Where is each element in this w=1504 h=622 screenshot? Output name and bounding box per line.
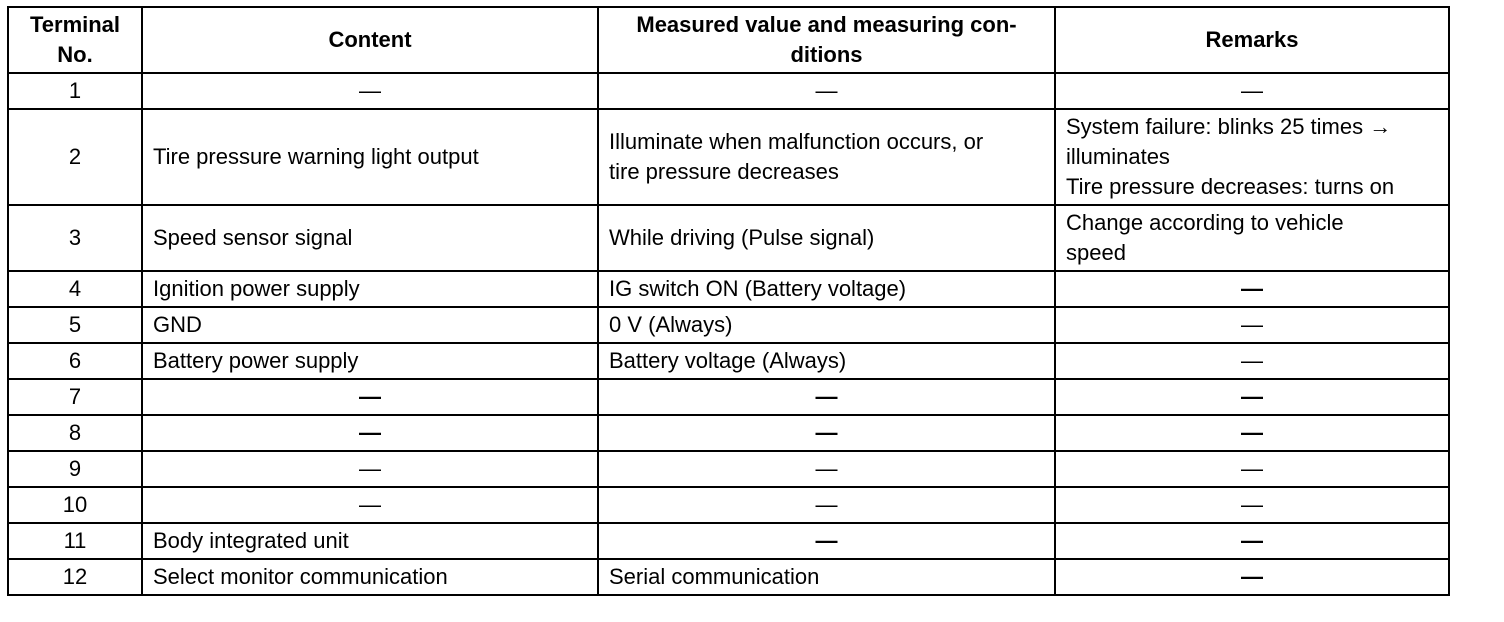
- header-measured-line2: ditions: [790, 42, 863, 67]
- remarks-cell: —: [1055, 379, 1449, 415]
- content-cell: —: [142, 415, 598, 451]
- content-cell: Select monitor communication: [142, 559, 598, 595]
- measured-cell: 0 V (Always): [598, 307, 1055, 343]
- measured-cell: —: [598, 73, 1055, 109]
- content-cell: —: [142, 487, 598, 523]
- measured-cell: Battery voltage (Always): [598, 343, 1055, 379]
- table-row: [8, 523, 1449, 559]
- measured-cell: [598, 109, 1055, 205]
- content-cell: Speed sensor signal: [142, 205, 598, 271]
- header-terminal-line2: No.: [57, 42, 93, 67]
- content-cell: Tire pressure warning light output: [142, 109, 598, 205]
- remarks-line: Tire pressure decreases: turns on: [1066, 174, 1395, 199]
- remarks-cell: —: [1055, 487, 1449, 523]
- table-row: [8, 205, 1449, 271]
- measured-cell: Serial communication: [598, 559, 1055, 595]
- table-row: [8, 343, 1449, 379]
- remarks-line: Change according to vehicle: [1066, 210, 1344, 235]
- terminal-no-cell: 1: [8, 73, 142, 109]
- terminal-no-cell: 4: [8, 271, 142, 307]
- terminal-no-cell: 12: [8, 559, 142, 595]
- remarks-line: System failure: blinks 25 times →: [1066, 114, 1392, 139]
- table-row: [8, 307, 1449, 343]
- measured-cell: —: [598, 379, 1055, 415]
- content-cell: —: [142, 379, 598, 415]
- table-row: [8, 559, 1449, 595]
- remarks-cell: —: [1055, 415, 1449, 451]
- table-row: [8, 271, 1449, 307]
- table-row: [8, 487, 1449, 523]
- terminal-no-cell: 9: [8, 451, 142, 487]
- header-terminal-line1: Terminal: [29, 12, 121, 37]
- remarks-cell: —: [1055, 523, 1449, 559]
- content-cell: Battery power supply: [142, 343, 598, 379]
- content-cell: —: [142, 451, 598, 487]
- header-terminal-no: [8, 7, 142, 73]
- remarks-line: speed: [1066, 240, 1126, 265]
- terminal-table: [7, 6, 1450, 596]
- content-cell: Body integrated unit: [142, 523, 598, 559]
- remarks-line: illuminates: [1066, 144, 1170, 169]
- remarks-cell: [1055, 109, 1449, 205]
- content-cell: GND: [142, 307, 598, 343]
- terminal-no-cell: 6: [8, 343, 142, 379]
- terminal-table-container: [7, 6, 1450, 596]
- terminal-no-cell: 11: [8, 523, 142, 559]
- terminal-no-cell: 2: [8, 109, 142, 205]
- header-content: Content: [142, 7, 598, 73]
- table-row: [8, 415, 1449, 451]
- remarks-cell: —: [1055, 271, 1449, 307]
- header-measured-line1: Measured value and measuring con-: [636, 12, 1017, 37]
- terminal-no-cell: 8: [8, 415, 142, 451]
- content-cell: Ignition power supply: [142, 271, 598, 307]
- measured-cell: —: [598, 523, 1055, 559]
- measured-cell: While driving (Pulse signal): [598, 205, 1055, 271]
- remarks-cell: —: [1055, 307, 1449, 343]
- header-remarks: Remarks: [1055, 7, 1449, 73]
- table-row: [8, 379, 1449, 415]
- measured-line: tire pressure decreases: [609, 159, 839, 184]
- terminal-no-cell: 5: [8, 307, 142, 343]
- table-row: [8, 109, 1449, 205]
- measured-cell: —: [598, 415, 1055, 451]
- remarks-cell: —: [1055, 451, 1449, 487]
- remarks-cell: —: [1055, 559, 1449, 595]
- measured-line: Illuminate when malfunction occurs, or: [609, 129, 984, 154]
- measured-cell: —: [598, 451, 1055, 487]
- table-row: [8, 451, 1449, 487]
- measured-cell: IG switch ON (Battery voltage): [598, 271, 1055, 307]
- content-cell: —: [142, 73, 598, 109]
- header-row: [8, 7, 1449, 73]
- terminal-no-cell: 3: [8, 205, 142, 271]
- terminal-no-cell: 7: [8, 379, 142, 415]
- terminal-no-cell: 10: [8, 487, 142, 523]
- remarks-cell: —: [1055, 73, 1449, 109]
- remarks-cell: [1055, 205, 1449, 271]
- header-measured: [598, 7, 1055, 73]
- measured-cell: —: [598, 487, 1055, 523]
- table-row: [8, 73, 1449, 109]
- remarks-cell: —: [1055, 343, 1449, 379]
